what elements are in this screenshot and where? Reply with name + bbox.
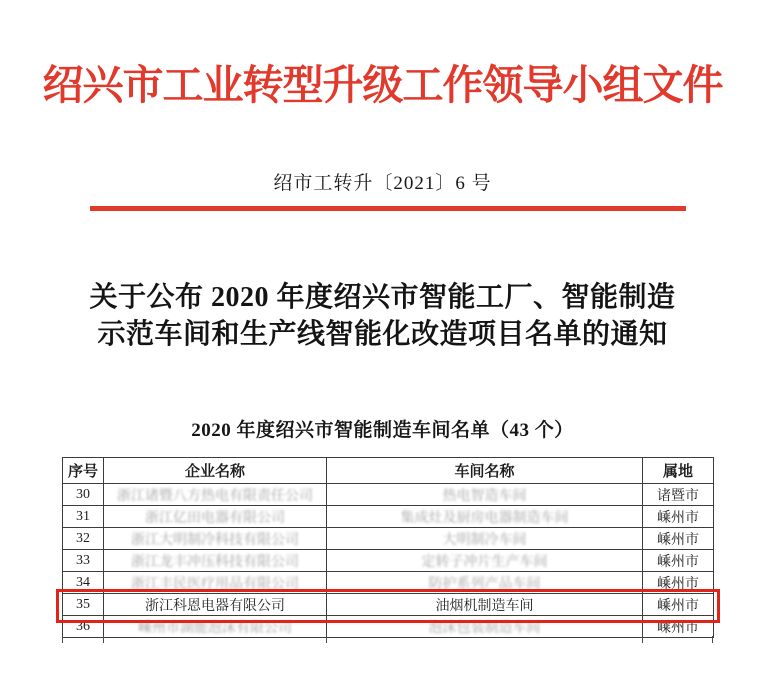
column-header-district: 属地	[643, 458, 714, 484]
cell-company: 浙江科恩电器有限公司	[104, 594, 327, 616]
cell-workshop-redacted: 防护系列产品车间	[327, 572, 643, 594]
cell-district: 嵊州市	[643, 550, 714, 572]
table-cut-line	[62, 636, 63, 643]
cell-no: 34	[63, 572, 104, 594]
table-row	[63, 528, 714, 550]
cell-company-redacted: 浙江诸暨八方热电有限责任公司	[104, 484, 327, 506]
cell-no: 35	[63, 594, 104, 616]
red-divider-line	[90, 206, 686, 211]
cell-workshop-redacted: 集成灶及厨房电器制造车间	[327, 506, 643, 528]
column-header-company: 企业名称	[104, 458, 327, 484]
cell-district: 嵊州市	[643, 572, 714, 594]
table-row	[63, 484, 714, 506]
table-row	[63, 572, 714, 594]
cell-company-redacted: 浙江亿田电器有限公司	[104, 506, 327, 528]
cell-company-redacted: 浙江丰民医疗用品有限公司	[104, 572, 327, 594]
cell-no: 31	[63, 506, 104, 528]
cell-workshop-redacted: 定转子冲片生产车间	[327, 550, 643, 572]
cell-no: 30	[63, 484, 104, 506]
cell-workshop-redacted: 大明制冷车间	[327, 528, 643, 550]
cell-company-redacted: 浙江大明制冷科技有限公司	[104, 528, 327, 550]
table-header-row	[63, 458, 714, 484]
workshop-list-table	[62, 457, 714, 638]
table-row	[63, 550, 714, 572]
table-cut-line	[326, 636, 327, 643]
column-header-no: 序号	[63, 458, 104, 484]
cell-district: 嵊州市	[643, 528, 714, 550]
notice-title	[0, 279, 765, 353]
table-row	[63, 506, 714, 528]
cell-workshop-redacted: 泡沫包装制造车间	[327, 616, 643, 638]
cell-company-redacted: 嵊州市湖能泡沫有限公司	[104, 616, 327, 638]
cell-no: 32	[63, 528, 104, 550]
cell-company-redacted: 浙江龙丰冲压科技有限公司	[104, 550, 327, 572]
cell-district: 嵊州市	[643, 594, 714, 616]
cell-district: 嵊州市	[643, 506, 714, 528]
table-row	[63, 616, 714, 638]
table-cut-line	[642, 636, 643, 643]
notice-title-line2: 示范车间和生产线智能化改造项目名单的通知	[97, 319, 668, 350]
table-row-highlighted	[63, 594, 714, 616]
cell-workshop: 油烟机制造车间	[327, 594, 643, 616]
cell-district: 诸暨市	[643, 484, 714, 506]
table-cut-line	[712, 636, 713, 643]
cell-no: 33	[63, 550, 104, 572]
table-cut-line	[103, 636, 104, 643]
document-number: 绍市工转升〔2021〕6 号	[273, 173, 492, 194]
cell-workshop-redacted: 热电智造车间	[327, 484, 643, 506]
table-caption: 2020 年度绍兴市智能制造车间名单（43 个）	[191, 420, 574, 441]
cell-district: 嵊州市	[643, 616, 714, 638]
notice-title-line1: 关于公布 2020 年度绍兴市智能工厂、智能制造	[89, 282, 676, 313]
column-header-workshop: 车间名称	[327, 458, 643, 484]
cell-no: 36	[63, 616, 104, 638]
document-header-title: 绍兴市工业转型升级工作领导小组文件	[42, 62, 723, 108]
